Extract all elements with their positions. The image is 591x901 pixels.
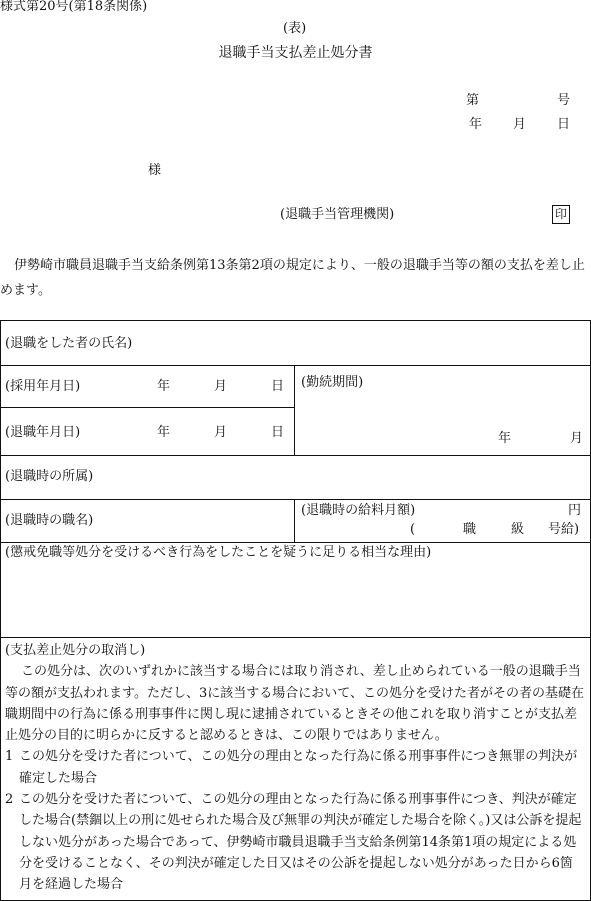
retire-month-label: 月 [214, 425, 228, 440]
column-divider [294, 499, 295, 542]
reason-label: (懲戒免職等処分を受けるべき行為をしたことを疑うに足りる相当な理由) [5, 545, 432, 560]
revocation-item-2 [5, 789, 585, 895]
column-divider [294, 365, 295, 455]
retire-date-label: (退職年月日) [5, 425, 81, 440]
row-divider [1, 455, 590, 456]
affiliation-label: (退職時の所属) [5, 469, 94, 484]
grade-shoku-label: 職 [463, 522, 477, 537]
retiree-name-label: (退職をした者の氏名) [5, 336, 133, 351]
date-month-label: 月 [513, 117, 527, 132]
item-text: この処分を受けた者について、この処分の理由となった行為に係る刑事事件につき無罪の判決が確定した場合 [19, 749, 578, 786]
item-number: 1 [5, 749, 14, 765]
hire-date-label: (採用年月日) [5, 379, 81, 394]
date-day-label: 日 [557, 117, 571, 132]
hire-month-label: 月 [214, 379, 228, 394]
issuing-authority-label: (退職手当管理機関) [280, 207, 395, 222]
row-divider [1, 637, 590, 638]
intro-statement: 伊勢崎市職員退職手当支給条例第13条第2項の規定により、一般の退職手当等の額の支払を差し止めます。 [0, 258, 585, 298]
row-divider [1, 407, 294, 408]
service-years-label: 年 [498, 431, 512, 446]
retire-year-label: 年 [157, 425, 171, 440]
salary-unit-label: 円 [568, 503, 582, 518]
addressee-honorific: 様 [148, 163, 162, 178]
retire-day-label: 日 [271, 425, 285, 440]
item-number: 2 [5, 792, 14, 808]
revocation-item-1 [5, 746, 585, 789]
row-divider [1, 542, 590, 543]
salary-label: (退職時の給料月額) [301, 503, 416, 518]
service-period-label: (勤続期間) [301, 375, 364, 390]
revocation-label: (支払差止処分の取消し) [5, 643, 146, 658]
number-prefix: 第 [466, 93, 480, 108]
grade-kyu-label: 級 [511, 522, 525, 537]
form-number: 様式第20号(第18条関係) [0, 0, 148, 14]
document-title: 退職手当支払差止処分書 [218, 45, 373, 61]
item-text: この処分を受けた者について、この処分の理由となった行為に係る刑事事件につき、判決が確定した場合(禁錮以上の刑に処せられた場合及び無罪の判決が確定した場合を除く。)又は公訴を提起しない処分があった場合であって、伊勢崎市職員退職手当支給条例第14条第1項の規定による処分を受けることなく、その判決が確定した日又はその公訴を提起しない処分があった日から6箇月を経過した場合 [19, 792, 582, 893]
date-year-label: 年 [469, 117, 483, 132]
hire-year-label: 年 [157, 379, 171, 394]
grade-gokyu-label: 号給) [548, 522, 580, 537]
grade-open-paren: ( [410, 522, 416, 537]
revocation-paragraph: この処分は、次のいずれかに該当する場合には取り消され、差し止められている一般の退職手当等の額が支払われます。ただし、3に該当する場合において、この処分を受けた者がその者の基礎在職期間中の行為に係る刑事事件に関し現に逮捕されているときその他これを取り消すことが支払差止処分の目的に明らかに反すると認めるときは、この限りではありません。 [5, 664, 584, 744]
row-divider [1, 365, 590, 366]
front-side-label: (表) [283, 21, 307, 36]
row-divider [1, 499, 590, 500]
number-suffix: 号 [557, 93, 571, 108]
service-months-label: 月 [570, 431, 584, 446]
position-label: (退職時の職名) [5, 513, 94, 528]
hire-day-label: 日 [271, 379, 285, 394]
revocation-section [5, 640, 585, 896]
form-table [0, 320, 591, 901]
seal-stamp-icon: 印 [552, 205, 570, 224]
